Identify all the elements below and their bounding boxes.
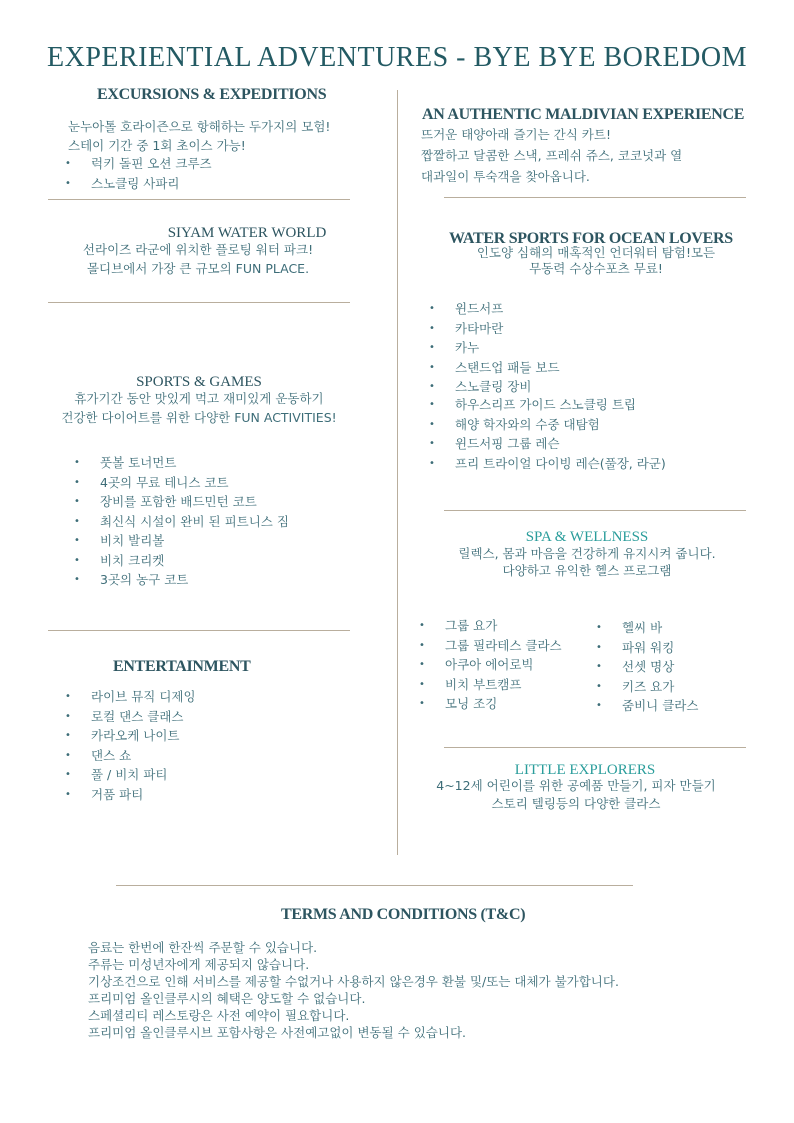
list-item: • 3곳의 농구 코트 [74,570,289,590]
page-title: EXPERIENTIAL ADVENTURES - BYE BYE BOREDOM [47,42,747,73]
footer-divider [116,885,633,886]
water-line: 인도양 심해의 매혹적인 언더워터 탐험!모든 [476,245,716,260]
explorers-heading: LITTLE EXPLORERS [514,762,656,778]
siyam-line: 몰디브에서 가장 큰 규모의 FUN PLACE. [86,261,310,276]
list-item: • 라이브 뮤직 디제잉 [65,687,196,707]
spa-heading: SPA & WELLNESS [525,529,649,545]
list-item: • 카타마란 [429,319,560,339]
list-item: • 줌비니 클라스 [596,696,698,716]
excursions-list [65,154,212,193]
section-divider [48,199,350,200]
sports-line: 건강한 다이어트를 위한 다양한 FUN ACTIVITIES! [61,410,337,425]
list-item: • 거품 파티 [65,785,196,805]
entertainment-heading: ENTERTAINMENT [113,658,251,675]
list-item: • 윈드서프 [429,299,560,319]
maldivian-heading: AN AUTHENTIC MALDIVIAN EXPERIENCE [422,106,745,123]
terms-line: 주류는 미성년자에게 제공되지 않습니다. [88,957,310,972]
list-item: • 스노클링 사파리 [65,174,212,194]
list-item: • 모닝 조깅 [419,694,562,714]
section-divider [444,747,746,748]
sports-list [74,453,289,590]
section-divider [48,302,350,303]
list-item: • 최신식 시설이 완비 된 피트니스 짐 [74,512,289,532]
list-item: • 비치 발리볼 [74,531,289,551]
section-divider [48,630,350,631]
list-item: • 그룹 요가 [419,616,562,636]
spa-line: 다양하고 유익한 헬스 프로그램 [502,563,672,578]
list-item: • 키즈 요가 [596,677,698,697]
terms-line: 음료는 한번에 한잔씩 주문할 수 있습니다. [88,940,318,955]
column-divider [397,90,398,855]
excursions-line: 눈누아톨 호라이즌으로 항해하는 두가지의 모험! [68,119,331,134]
list-item: • 그룹 필라테스 클라스 [419,636,562,656]
explorers-line: 스토리 텔링등의 다양한 클라스 [491,796,661,811]
list-item: • 하우스리프 가이드 스노클링 트립 [429,395,666,415]
terms-line: 프리미엄 올인클루시브 포함사항은 사전예고없이 변동될 수 있습니다. [88,1025,466,1040]
maldivian-text [421,124,682,187]
list-item: • 비치 부트캠프 [419,675,562,695]
siyam-heading: SIYAM WATER WORLD [167,225,327,241]
explorers-text [400,777,752,813]
explorers-line: 4~12세 어린이를 위한 공예품 만들기, 피자 만들기 [436,778,716,793]
list-item: • 비치 크리켓 [74,551,289,571]
sports-text [0,389,398,427]
maldivian-line: 짭짤하고 달콤한 스낵, 프레쉬 쥬스, 코코넛과 열 [421,148,683,163]
entertainment-list [65,687,196,804]
list-item: • 아쿠아 에어로빅 [419,655,562,675]
list-item: • 선셋 명상 [596,657,698,677]
spa-list-left [419,616,562,714]
list-item: • 스노클링 장비 [429,377,560,397]
water-list-equipment [429,299,560,397]
terms-list [88,939,619,1041]
spa-text [400,545,774,579]
list-item: • 댄스 쇼 [65,746,196,766]
excursions-text [68,117,330,155]
maldivian-line: 대과일이 투숙객을 찾아옵니다. [421,169,590,184]
list-item: • 4곳의 무료 테니스 코트 [74,473,289,493]
section-divider [444,510,746,511]
list-item: • 프리 트라이얼 다이빙 레슨(풀장, 라군) [429,454,666,474]
terms-line: 기상조건으로 인해 서비스를 제공할 수없거나 사용하지 않은경우 환불 및/또는 대체가 불가합니다. [88,974,619,989]
spa-list-right [596,618,698,716]
spa-line: 릴렉스, 몸과 마음을 건강하게 유지시켜 줍니다. [458,546,716,561]
water-list-activities [429,395,666,473]
water-text [420,245,772,277]
list-item: • 윈드서핑 그룹 레슨 [429,434,666,454]
list-item: • 해양 학자와의 수중 대탐험 [429,415,666,435]
list-item: • 럭키 돌핀 오션 크루즈 [65,154,212,174]
list-item: • 카누 [429,338,560,358]
section-divider [444,197,746,198]
list-item: • 장비를 포함한 배드민턴 코트 [74,492,289,512]
list-item: • 스탠드업 패들 보드 [429,358,560,378]
excursions-line: 스테이 기간 중 1회 초이스 가능! [68,138,246,153]
sports-heading: SPORTS & GAMES [136,374,262,390]
sports-line: 휴가기간 동안 맛있게 먹고 재미있게 운동하기 [74,391,324,406]
terms-heading: TERMS AND CONDITIONS (T&C) [281,906,526,923]
list-item: • 풀 / 비치 파티 [65,765,196,785]
list-item: • 카라오케 나이트 [65,726,196,746]
list-item: • 헬씨 바 [596,618,698,638]
siyam-text [0,240,396,278]
water-line: 무동력 수상수포츠 무료! [529,261,663,276]
list-item: • 파워 워킹 [596,638,698,658]
terms-line: 프리미엄 올인클루시의 혜택은 양도할 수 없습니다. [88,991,366,1006]
water-heading: WATER SPORTS FOR OCEAN LOVERS [449,230,733,247]
maldivian-line: 뜨거운 태양아래 즐기는 간식 카트! [421,127,611,142]
terms-line: 스페셜리티 레스토랑은 사전 예약이 필요합니다. [88,1008,350,1023]
list-item: • 풋볼 토너먼트 [74,453,289,473]
list-item: • 로컬 댄스 클래스 [65,707,196,727]
excursions-heading: EXCURSIONS & EXPEDITIONS [97,86,327,103]
siyam-line: 선라이즈 라군에 위치한 플로팅 워터 파크! [82,242,314,257]
